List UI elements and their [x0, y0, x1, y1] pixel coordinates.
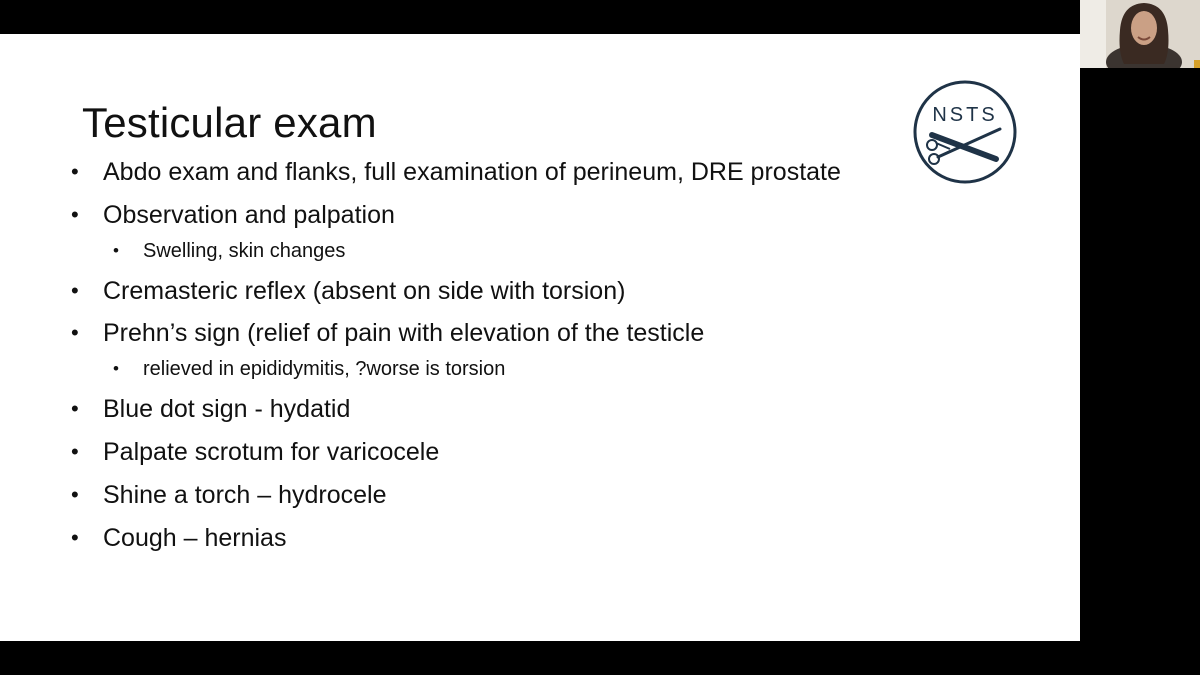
- bullet-item: • Shine a torch – hydrocele: [103, 480, 387, 510]
- person-in-video-icon: [1080, 0, 1200, 68]
- slide-title: Testicular exam: [82, 99, 377, 146]
- bullet-item: • Blue dot sign - hydatid: [103, 394, 350, 424]
- participant-video-thumbnail[interactable]: [1080, 0, 1200, 68]
- bottom-letterbox-bar: [0, 641, 1200, 675]
- bullet-item: • Observation and palpation: [103, 200, 395, 230]
- nsts-logo: [910, 79, 1020, 185]
- bullet-item: • Abdo exam and flanks, full examination of perineum, DRE prostate: [103, 157, 841, 187]
- presentation-slide: [0, 34, 1080, 641]
- top-letterbox-bar: [0, 0, 1080, 34]
- bullet-item: • Cremasteric reflex (absent on side with torsion): [103, 276, 625, 306]
- bullet-item: • Cough – hernias: [103, 523, 286, 553]
- logo-text: NSTS: [932, 104, 998, 126]
- bullet-item: • Prehn’s sign (relief of pain with elevation of the testicle: [103, 318, 704, 348]
- bullet-item: • Palpate scrotum for varicocele: [103, 437, 439, 467]
- sub-bullet-item: • relieved in epididymitis, ?worse is torsion: [143, 357, 505, 381]
- sub-bullet-item: • Swelling, skin changes: [143, 239, 345, 263]
